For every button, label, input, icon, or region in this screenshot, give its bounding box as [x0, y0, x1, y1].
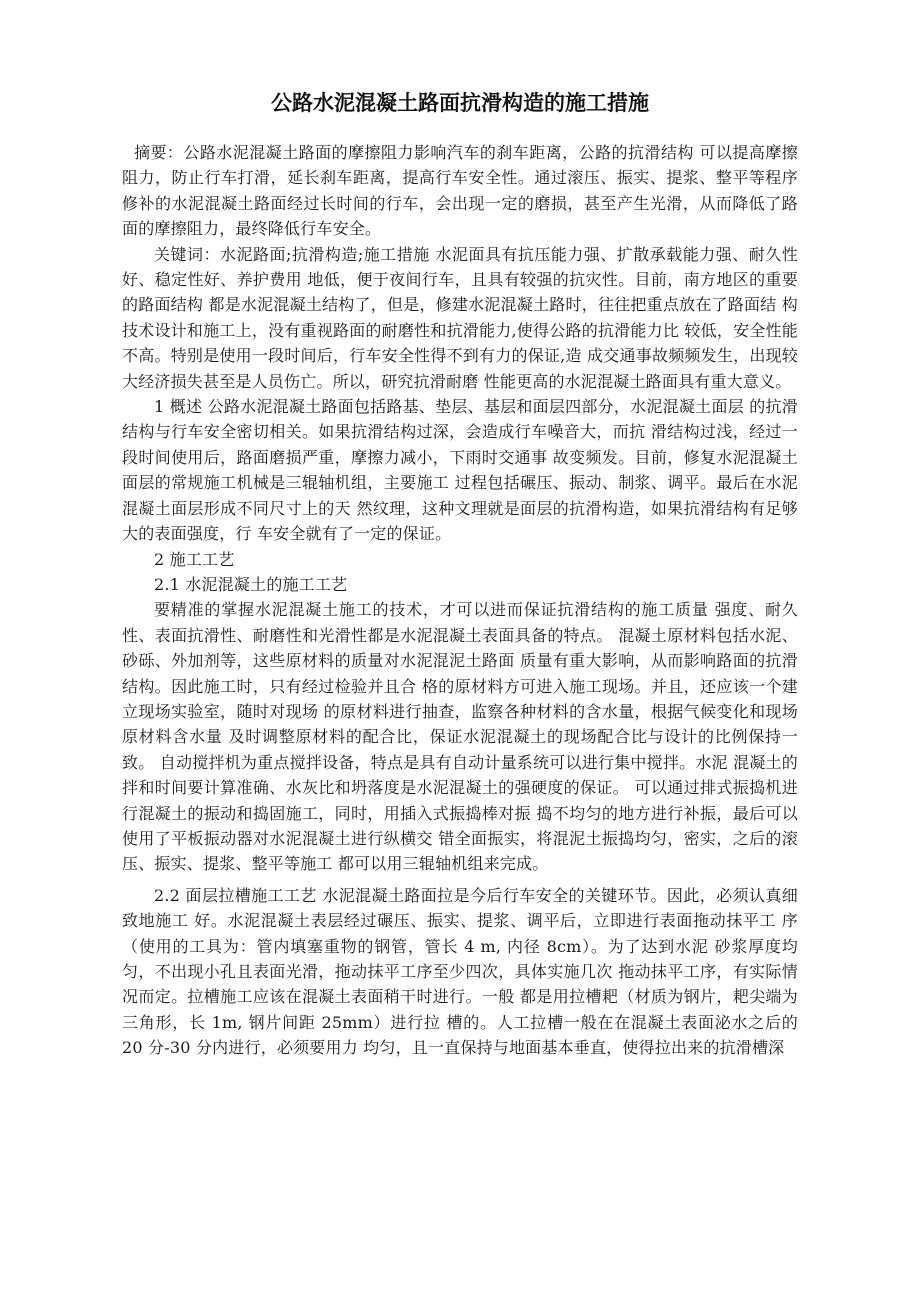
concrete-process-paragraph: 要精准的掌握水泥混凝土施工的技术，才可以进而保证抗滑结构的施工质量 强度、耐久性、表面抗滑性、耐磨性和光滑性都是水泥混凝土表面具备的特点。 混凝土原材料包括水泥、砂砾、外加剂等，这些原材料的质量对水泥混泥土路面 质量有重大影响，从而影响路面的抗滑结构。因此施工时，只有经过检验并且合 格的原材料方可进入施工现场。并且，还应该一个建立现场实验室，随时对现场 的原材料进行抽查，监察各种材料的含水量，根据气候变化和现场原材料含水量 及时调整原材料的配合比，保证水泥混凝土的现场配合比与设计的比例保持一致。 自动搅拌机为重点搅拌设备，特点是具有自动计量系统可以进行集中搅拌。水泥 混凝土的拌和时间要计算准确、水灰比和坍落度是水泥混凝土的强硬度的保证。 可以通过排式振捣机进行混凝土的振动和捣固施工，同时，用插入式振捣棒对振 捣不均匀的地方进行补振，最后可以使用了平板振动器对水泥混凝土进行纵横交 错全面振实，将混泥土振捣均匀，密实，之后的滚压、振实、提浆、整平等施工 都可以用三辊轴机组来完成。	[122, 600, 798, 874]
subsection-heading-concrete-process: 2.1 水泥混凝土的施工工艺	[154, 574, 348, 594]
grooving-process-paragraph: 2.2 面层拉槽施工工艺 水泥混凝土路面拉是今后行车安全的关键环节。因此，必须认真细致地施工 好。水泥混凝土表层经过碾压、振实、提浆、调平后，立即进行表面拖动抹平工 序（使用的工具为：管内填塞重物的钢管，管长 4 m, 内径 8cm）。为了达到水泥 砂浆厚度均匀，不出现小孔且表面光滑，拖动抹平工序至少四次，具体实施几次 拖动抹平工序，有实际情况而定。拉槽施工应该在混凝土表面稍干时进行。一般 都是用拉槽耙（材质为钢片，耙尖端为三角形，长 1m, 钢片间距 25mm）进行拉 槽的。人工拉槽一般在在混凝土表面泌水之后的 20 分-30 分内进行，必须要用力 均匀，且一直保持与地面基本垂直，使得拉出来的抗滑槽深	[122, 885, 798, 1058]
document-title: 公路水泥混凝土路面抗滑构造的施工措施	[271, 91, 649, 115]
abstract-paragraph: 摘要：公路水泥混凝土路面的摩擦阻力影响汽车的刹车距离，公路的抗滑结构 可以提高摩擦阻力，防止行车打滑，延长刹车距离，提高行车安全性。通过滚压、振实、提浆、整平等程序修补的水泥混凝土路面经过长时间的行车，会出现一定的磨损，甚至产生光滑，从而降低了路面的摩擦阻力，最终降低行车安全。	[122, 143, 798, 239]
section-heading-construction-process: 2 施工工艺	[154, 549, 235, 569]
keywords-paragraph: 关键词：水泥路面;抗滑构造;施工措施 水泥面具有抗压能力强、扩散承载能力强、耐久性好、稳定性好、养护费用 地低，便于夜间行车，且具有较强的抗灾性。目前，南方地区的重要的路面结构 都是水泥混凝土结构了，但是，修建水泥混凝土路时，往往把重点放在了路面结 构技术设计和施工上，没有重视路面的耐磨性和抗滑能力,使得公路的抗滑能力比 较低，安全性能不高。特别是使用一段时间后，行车安全性得不到有力的保证,造 成交通事故频频发生，出现较大经济损失甚至是人员伤亡。所以，研究抗滑耐磨 性能更高的水泥混凝土路面具有重大意义。	[122, 244, 798, 391]
document-body	[122, 140, 798, 1061]
overview-paragraph: 1 概述 公路水泥混凝土路面包括路基、垫层、基层和面层四部分，水泥混凝土面层 的抗滑结构与行车安全密切相关。如果抗滑结构过深，会造成行车噪音大，而抗 滑结构过浅，经过一段时间使用后，路面磨损严重，摩擦力减小，下雨时交通事 故变频发。目前，修复水泥混凝土面层的常规施工机械是三辊轴机组，主要施工 过程包括碾压、振动、制浆、调平。最后在水泥混凝土面层形成不同尺寸上的天 然纹理，这种文理就是面层的抗滑构造，如果抗滑结构有足够大的表面强度，行 车安全就有了一定的保证。	[122, 397, 798, 544]
